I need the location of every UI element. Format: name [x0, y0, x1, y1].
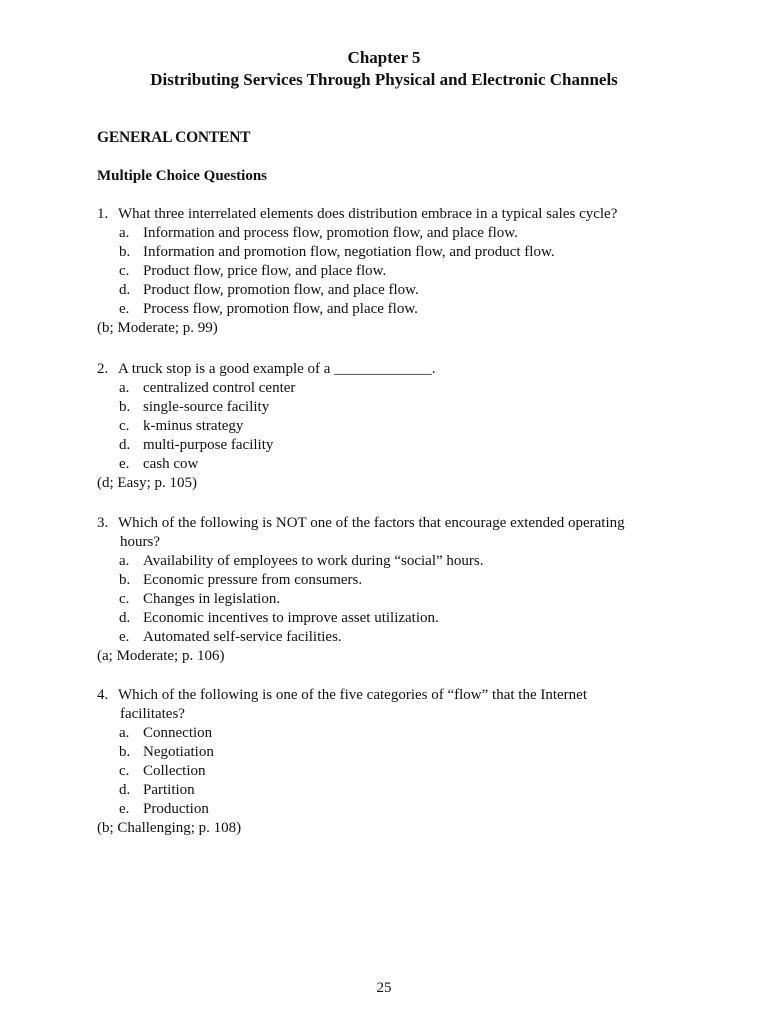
section-heading: GENERAL CONTENT [97, 129, 251, 146]
question-text: Which of the following is NOT one of the factors that encourage extended operating [118, 515, 625, 531]
option-text: single-source facility [143, 399, 270, 415]
answer-option [97, 417, 697, 436]
option-letter: d. [119, 282, 131, 298]
option-text: cash cow [143, 456, 199, 472]
option-text: Economic pressure from consumers. [143, 572, 363, 588]
option-letter: d. [119, 437, 131, 453]
option-text: Availability of employees to work during “social” hours. [143, 553, 484, 569]
answer-option [97, 590, 697, 609]
answer-key: (b; Challenging; p. 108) [97, 820, 242, 836]
question-3 [97, 514, 697, 666]
option-text: Production [143, 801, 209, 817]
question-text: What three interrelated elements does distribution embrace in a typical sales cycle? [118, 206, 618, 222]
answer-option [97, 781, 697, 800]
option-text: Connection [143, 725, 213, 741]
question-number: 4. [97, 687, 109, 703]
option-letter: a. [119, 380, 130, 396]
option-text: Partition [143, 782, 195, 798]
option-text: Information and promotion flow, negotiation flow, and product flow. [143, 244, 555, 260]
answer-option [97, 571, 697, 590]
option-letter: c. [119, 591, 130, 607]
question-stem [97, 205, 697, 224]
subsection-heading: Multiple Choice Questions [97, 168, 268, 184]
question-stem [97, 360, 697, 379]
option-letter: d. [119, 782, 131, 798]
option-letter: a. [119, 725, 130, 741]
option-letter: e. [119, 801, 130, 817]
answer-option [97, 224, 697, 243]
question-text: Which of the following is one of the five categories of “flow” that the Internet [118, 687, 587, 703]
option-letter: b. [119, 399, 131, 415]
question-text: A truck stop is a good example of a _____________. [118, 361, 436, 377]
answer-option [97, 398, 697, 417]
chapter-title: Chapter 5 [347, 48, 421, 67]
question-stem [97, 686, 697, 705]
answer-option [97, 379, 697, 398]
question-stem [97, 514, 697, 533]
question-2 [97, 360, 697, 493]
question-text-continued: facilitates? [120, 706, 185, 722]
answer-key: (d; Easy; p. 105) [97, 475, 197, 491]
chapter-subtitle: Distributing Services Through Physical and Electronic Channels [150, 70, 618, 89]
option-text: Negotiation [143, 744, 214, 760]
option-letter: d. [119, 610, 131, 626]
question-number: 2. [97, 361, 109, 377]
option-letter: c. [119, 763, 130, 779]
answer-option [97, 243, 697, 262]
option-letter: b. [119, 572, 131, 588]
option-text: centralized control center [143, 380, 296, 396]
option-text: Information and process flow, promotion flow, and place flow. [143, 225, 518, 241]
question-number: 3. [97, 515, 109, 531]
option-text: Collection [143, 763, 206, 779]
question-text-continued: hours? [120, 534, 160, 550]
option-letter: a. [119, 553, 130, 569]
option-text: Process flow, promotion flow, and place flow. [143, 301, 418, 317]
option-letter: b. [119, 244, 131, 260]
answer-option [97, 800, 697, 819]
question-number: 1. [97, 206, 109, 222]
option-letter: e. [119, 629, 130, 645]
answer-key: (a; Moderate; p. 106) [97, 648, 225, 664]
option-text: k-minus strategy [143, 418, 244, 434]
question-1 [97, 205, 697, 338]
option-text: Automated self-service facilities. [143, 629, 342, 645]
option-letter: e. [119, 301, 130, 317]
option-letter: a. [119, 225, 130, 241]
question-4 [97, 686, 697, 838]
answer-option [97, 455, 697, 474]
answer-option [97, 762, 697, 781]
option-text: Product flow, promotion flow, and place flow. [143, 282, 419, 298]
option-letter: b. [119, 744, 131, 760]
answer-option [97, 628, 697, 647]
option-text: Changes in legislation. [143, 591, 281, 607]
answer-option [97, 743, 697, 762]
option-letter: e. [119, 456, 130, 472]
page-number: 25 [376, 980, 392, 996]
answer-option [97, 436, 697, 455]
option-letter: c. [119, 418, 130, 434]
answer-option [97, 281, 697, 300]
answer-option [97, 300, 697, 319]
answer-option [97, 724, 697, 743]
option-text: Product flow, price flow, and place flow. [143, 263, 387, 279]
answer-option [97, 262, 697, 281]
option-text: multi-purpose facility [143, 437, 274, 453]
answer-option [97, 609, 697, 628]
answer-option [97, 552, 697, 571]
option-letter: c. [119, 263, 130, 279]
option-text: Economic incentives to improve asset utilization. [143, 610, 439, 626]
answer-key: (b; Moderate; p. 99) [97, 320, 218, 336]
